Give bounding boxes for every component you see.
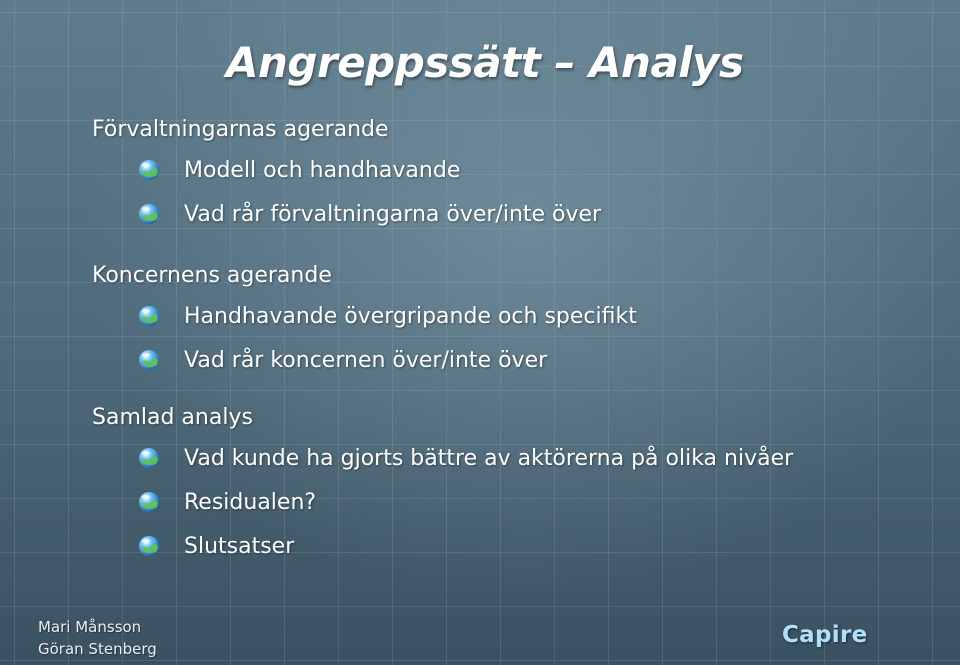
- globe-bullet-icon: [138, 491, 160, 513]
- author-name: Mari Månsson: [38, 618, 142, 636]
- globe-bullet-icon: [138, 305, 160, 327]
- globe-bullet-icon: [138, 203, 160, 225]
- list-item: [92, 436, 952, 480]
- brand-logo: Capire: [782, 622, 868, 648]
- list-item-label: Modell och handhavande: [184, 157, 461, 183]
- bullet-list: [92, 436, 952, 568]
- list-item-label: Slutsatser: [184, 533, 295, 559]
- slide-title: Angreppssätt – Analys: [226, 38, 744, 87]
- list-item: [92, 524, 952, 568]
- bullet-list: [92, 294, 952, 382]
- section-heading: Koncernens agerande: [92, 263, 332, 288]
- list-item-label: Vad rår koncernen över/inte över: [184, 347, 548, 373]
- list-item-label: Vad rår förvaltningarna över/inte över: [184, 201, 602, 227]
- bullet-list: [92, 148, 952, 236]
- list-item: [92, 192, 952, 236]
- list-item-label: Vad kunde ha gjorts bättre av aktörerna på olika nivåer: [184, 445, 794, 471]
- section-koncernens-agerande: [92, 258, 952, 382]
- list-item: [92, 338, 952, 382]
- list-item: [92, 480, 952, 524]
- footer-authors: [38, 616, 157, 660]
- list-item: [92, 148, 952, 192]
- list-item-label: Handhavande övergripande och specifikt: [184, 303, 637, 329]
- globe-bullet-icon: [138, 159, 160, 181]
- globe-bullet-icon: [138, 447, 160, 469]
- globe-bullet-icon: [138, 535, 160, 557]
- section-heading: Samlad analys: [92, 405, 253, 430]
- section-heading: Förvaltningarnas agerande: [92, 117, 389, 142]
- slide-content: [92, 112, 952, 568]
- section-samlad-analys: [92, 400, 952, 568]
- list-item: [92, 294, 952, 338]
- list-item-label: Residualen?: [184, 489, 317, 515]
- globe-bullet-icon: [138, 349, 160, 371]
- section-forvaltningarnas-agerande: [92, 112, 952, 236]
- author-name: Göran Stenberg: [38, 640, 157, 658]
